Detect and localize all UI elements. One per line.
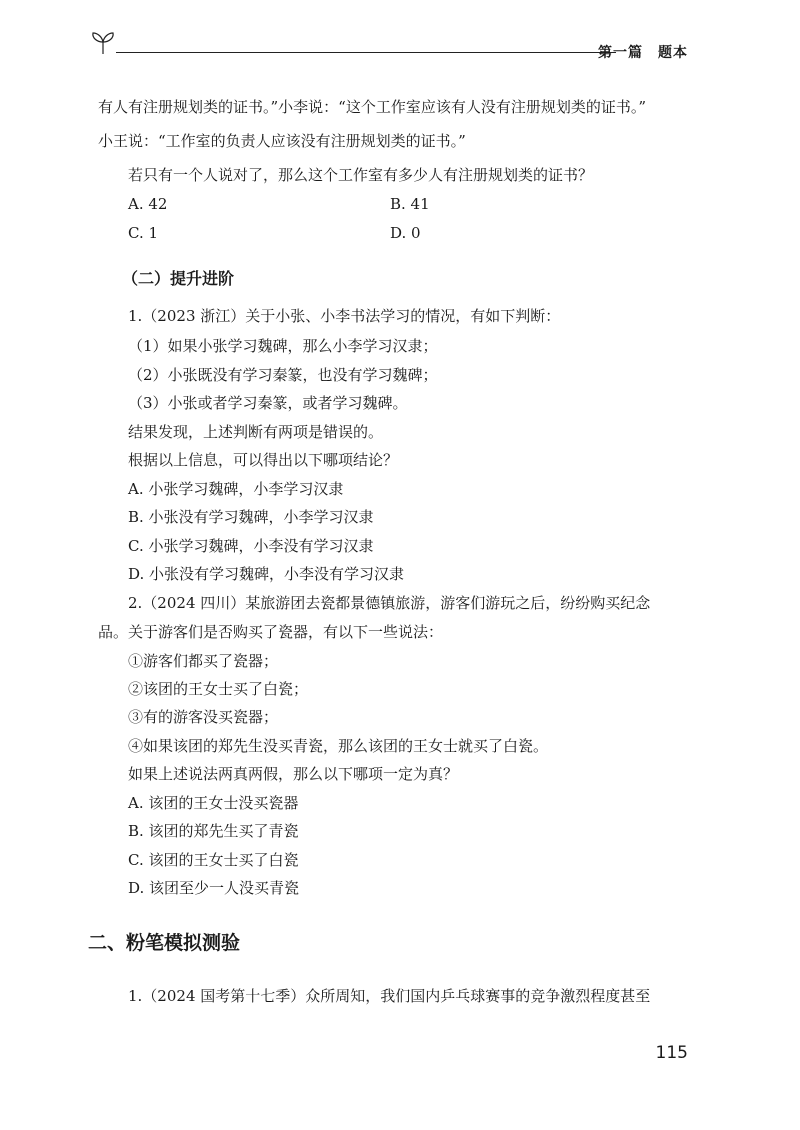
question-stem: 1.（2024 国考第十七季）众所周知，我们国内乒乓球赛事的竞争激烈程度甚至 <box>128 987 651 1005</box>
premise-line: （3）小张或者学习秦篆，或者学习魏碑。 <box>128 394 408 412</box>
premise-line: （2）小张既没有学习秦篆，也没有学习魏碑； <box>128 366 438 384</box>
option-b: B. 小张没有学习魏碑，小李学习汉隶 <box>128 508 374 526</box>
subsection-title: （二）提升进阶 <box>122 269 235 288</box>
sprout-icon <box>88 28 118 58</box>
question-prompt: 根据以上信息，可以得出以下哪项结论？ <box>128 451 399 469</box>
statement-line: ③有的游客没买瓷器； <box>128 708 279 726</box>
option-c: C. 1 <box>128 224 159 242</box>
question-prompt: 如果上述说法两真两假，那么以下哪项一定为真？ <box>128 765 459 783</box>
section-title: 二、粉笔模拟测验 <box>88 932 241 954</box>
question-stem: 1.（2023 浙江）关于小张、小李书法学习的情况，有如下判断： <box>128 307 561 325</box>
option-c: C. 小张学习魏碑，小李没有学习汉隶 <box>128 537 374 555</box>
option-a: A. 小张学习魏碑，小李学习汉隶 <box>128 480 344 498</box>
paragraph-line: 结果发现，上述判断有两项是错误的。 <box>128 423 384 441</box>
question-stem: 2.（2024 四川）某旅游团去瓷都景德镇旅游，游客们游玩之后，纷纷购买纪念 <box>128 594 651 612</box>
option-d: D. 该团至少一人没买青瓷 <box>128 879 300 897</box>
option-d: D. 小张没有学习魏碑，小李没有学习汉隶 <box>128 565 405 583</box>
question-stem: 若只有一个人说对了，那么这个工作室有多少人有注册规划类的证书？ <box>128 166 594 184</box>
header-title: 第一篇 题本 <box>598 45 688 61</box>
premise-line: （1）如果小张学习魏碑，那么小李学习汉隶； <box>128 337 438 355</box>
statement-line: ①游客们都买了瓷器； <box>128 652 279 670</box>
page-number: 115 <box>655 1043 688 1063</box>
header-rule <box>116 52 616 53</box>
option-b: B. 41 <box>390 195 430 213</box>
option-a: A. 该团的王女士没买瓷器 <box>128 794 299 812</box>
option-d: D. 0 <box>390 224 421 242</box>
statement-line: ④如果该团的郑先生没买青瓷，那么该团的王女士就买了白瓷。 <box>128 737 549 755</box>
paragraph-line: 有人有注册规划类的证书。”小李说：“这个工作室应该有人没有注册规划类的证书。” <box>98 98 647 116</box>
option-a: A. 42 <box>128 195 168 213</box>
statement-line: ②该团的王女士买了白瓷； <box>128 680 309 698</box>
option-c: C. 该团的王女士买了白瓷 <box>128 851 299 869</box>
option-b: B. 该团的郑先生买了青瓷 <box>128 822 299 840</box>
paragraph-line: 小王说：“工作室的负责人应该没有注册规划类的证书。” <box>98 132 466 150</box>
paragraph-line: 品。关于游客们是否购买了瓷器，有以下一些说法： <box>98 623 444 641</box>
page-header <box>88 28 700 64</box>
